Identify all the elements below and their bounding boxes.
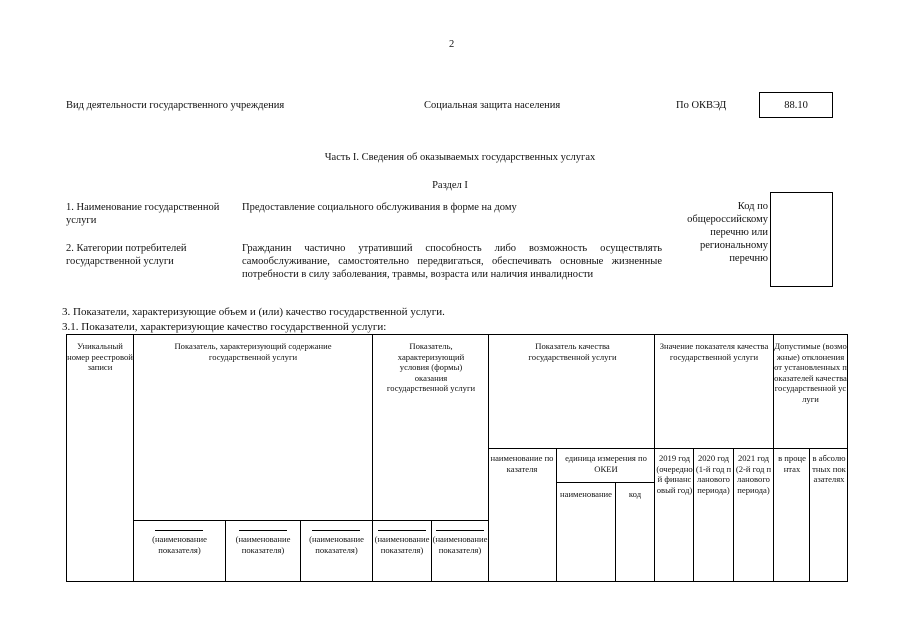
header-unit-code: код <box>628 489 642 499</box>
header-indicator-name: наименование показателя <box>490 453 554 474</box>
grid-line <box>556 482 655 483</box>
service-name-label: 1. Наименование государственной услуги <box>66 202 220 226</box>
header-unit-name: наименование <box>560 489 612 499</box>
header-indicator-value: Значение показателя качества государственной услуги <box>659 341 769 362</box>
sub-label-conditions-2: (наименование показателя) <box>432 530 488 555</box>
section-title: Раздел I <box>432 180 468 191</box>
part-title: Часть I. Сведения об оказываемых государственных услугах <box>324 152 596 163</box>
indicators-heading: 3. Показатели, характеризующие объем и (или) качество государственной услуги. <box>62 306 445 318</box>
grid-line <box>693 448 694 582</box>
okved-code-box <box>759 92 833 118</box>
okved-label: По ОКВЭД <box>676 100 727 111</box>
blank-underline <box>378 530 426 531</box>
header-year-2019: 2019 год (очередной финансовый год) <box>656 453 693 495</box>
activity-value: Социальная защита населения <box>424 100 561 111</box>
grid-line <box>733 448 734 582</box>
sub-label-conditions-1: (наименование показателя) <box>373 530 431 555</box>
grid-line <box>488 448 848 449</box>
sub-label-content-3: (наименование показателя) <box>301 530 372 555</box>
blank-underline <box>312 530 360 531</box>
grid-line <box>133 520 489 521</box>
quality-heading: 3.1. Показатели, характеризующие качество государственной услуги: <box>62 321 387 333</box>
header-unique-number: Уникальный номер реестровой записи <box>67 341 133 372</box>
consumers-label: 2. Категории потребителей государственной услуги <box>66 243 187 267</box>
page-number: 2 <box>449 39 455 50</box>
header-conditions-indicator: Показатель, характеризующий условия (формы) оказания государственной услуги <box>386 341 476 393</box>
header-year-2021: 2021 год (2-й год планового периода) <box>735 453 772 495</box>
activity-label: Вид деятельности государственного учреждения <box>66 100 285 111</box>
code-label: Код по общероссийскому перечню или региональному перечню <box>687 201 768 264</box>
header-year-2020: 2020 год (1-й год планового периода) <box>695 453 732 495</box>
grid-line <box>809 448 810 582</box>
consumers-value: Гражданин частично утративший способность либо возможность осуществлять самообслуживание, самостоятельно передвигаться, обеспечивать основные жизненные потребности в силу заболевания, травмы, возраста или наличия инвалидности <box>242 243 662 280</box>
header-percent: в процентах <box>778 453 806 474</box>
service-name-value: Предоставление социального обслуживания в форме на дому <box>242 202 517 213</box>
header-unit-okei: единица измерения по ОКЕИ <box>565 453 647 474</box>
header-content-indicator: Показатель, характеризующий содержание государственной услуги <box>174 341 332 362</box>
code-box <box>770 192 833 287</box>
header-allowed-deviation: Допустимые (возможные) отклонения от установленных показателей качества государственной услуги <box>774 341 847 404</box>
header-quality-indicator: Показатель качества государственной услуги <box>528 341 617 362</box>
header-absolute: в абсолютных показателях <box>812 453 846 484</box>
blank-underline <box>436 530 484 531</box>
okved-code: 88.10 <box>784 100 808 111</box>
blank-underline <box>239 530 287 531</box>
blank-underline <box>155 530 203 531</box>
sub-label-content-1: (наименование показателя) <box>134 530 225 555</box>
sub-label-content-2: (наименование показателя) <box>226 530 300 555</box>
